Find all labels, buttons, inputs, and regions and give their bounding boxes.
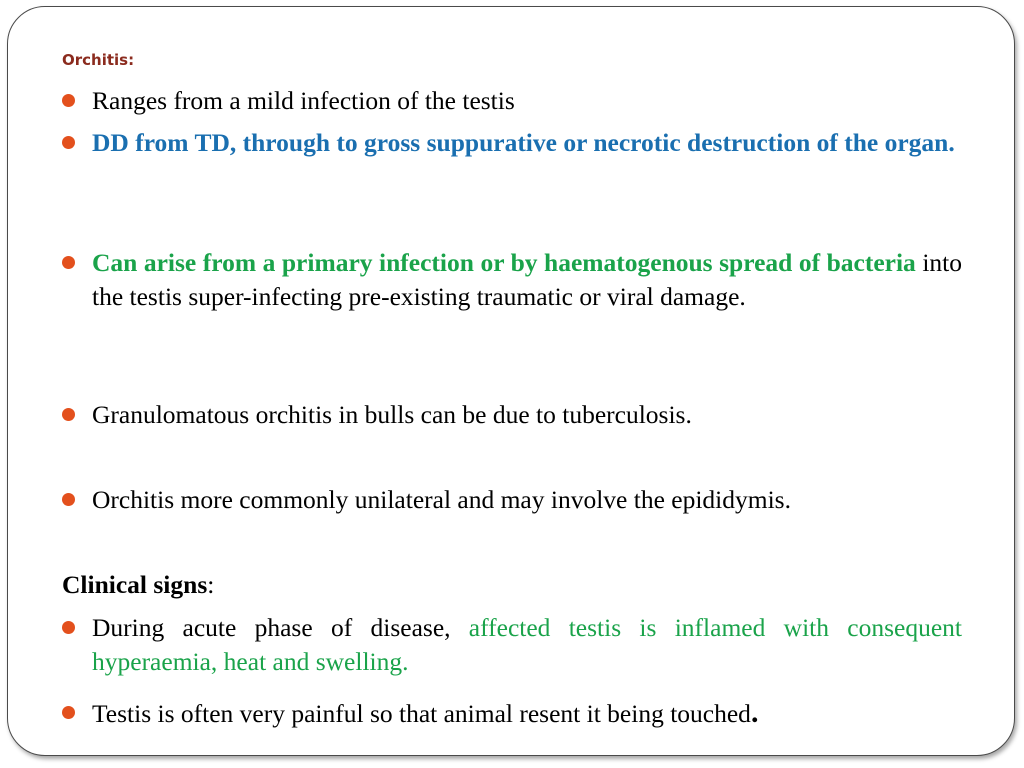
bullet-dot-icon — [62, 706, 75, 719]
bullet-dot-icon — [62, 136, 75, 149]
clinical-signs-heading — [62, 568, 214, 602]
bullet-text — [92, 611, 962, 679]
bullet-text — [92, 696, 962, 731]
bullet-end: . — [750, 696, 759, 729]
bullet-emphasis: Can arise from a primary infection or by haematogenous spread of bacteria — [92, 248, 916, 277]
bullet-text — [92, 246, 962, 314]
clinical-signs-colon: : — [207, 570, 215, 599]
slide-title: Orchitis: — [62, 51, 135, 69]
bullet-text: Granulomatous orchitis in bulls can be due to tuberculosis. — [92, 400, 692, 429]
bullet-plain: Testis is often very painful so that animal resent it being touched — [92, 699, 751, 728]
bullet-dot-icon — [62, 493, 75, 506]
bullet-plain: During acute phase of disease, — [92, 613, 469, 642]
bullet-rest: into the testis super-infecting pre-existing traumatic or viral damage. — [92, 248, 962, 311]
bullet-dot-icon — [62, 256, 75, 269]
bullet-dot-icon — [62, 94, 75, 107]
bullet-text: Orchitis more commonly unilateral and may involve the epididymis. — [92, 485, 791, 514]
bullet-dot-icon — [62, 621, 75, 634]
clinical-signs-label: Clinical signs — [62, 570, 208, 599]
bullet-dot-icon — [62, 408, 75, 421]
bullet-text: DD from TD, through to gross suppurative or necrotic destruction of the organ. — [92, 128, 955, 157]
bullet-text: Ranges from a mild infection of the testis — [92, 86, 515, 115]
bullet-emphasis: affected testis is inflamed with consequent hyperaemia, heat and swelling. — [92, 613, 962, 676]
